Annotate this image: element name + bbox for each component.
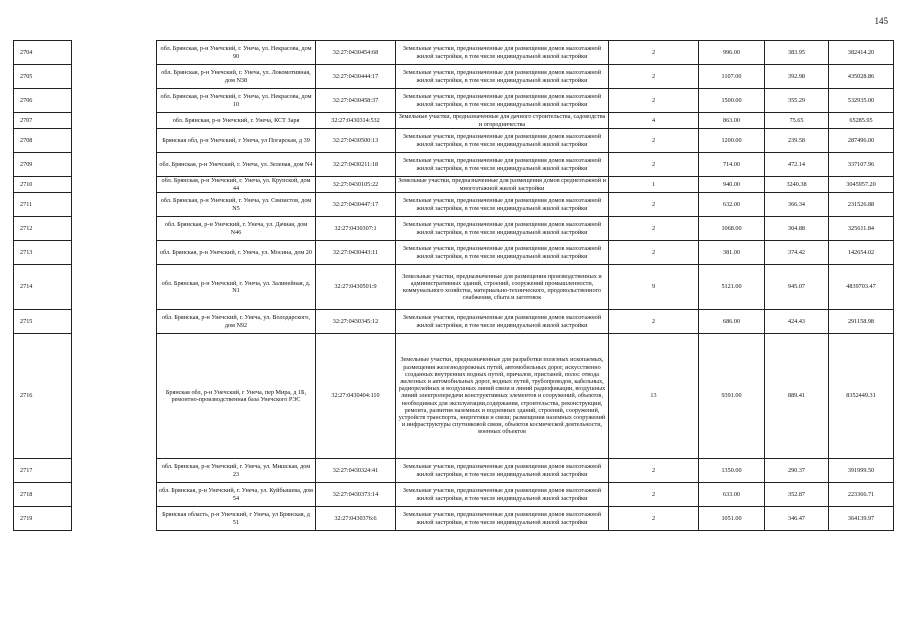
cadastral-value-cell: 8352449.31 xyxy=(829,334,894,459)
table-row xyxy=(14,310,894,334)
area-cell: 1200.00 xyxy=(699,129,765,153)
group-cell: 2 xyxy=(609,310,699,334)
area-cell: 686.00 xyxy=(699,310,765,334)
table-row xyxy=(14,129,894,153)
cadastral-number-cell: 32:27:0430373:14 xyxy=(316,483,396,507)
cadastral-number-cell: 32:27:0430447:17 xyxy=(316,193,396,217)
gap-cell xyxy=(72,113,157,129)
group-cell: 2 xyxy=(609,129,699,153)
address-cell: обл. Брянская, р-н Унечский, г. Унеча, ул. Некрасова, дом 10 xyxy=(157,89,316,113)
row-number: 2718 xyxy=(14,483,72,507)
cadastral-value-cell: 382414.20 xyxy=(829,41,894,65)
row-number: 2709 xyxy=(14,153,72,177)
gap-cell xyxy=(72,129,157,153)
specific-value-cell: 945.07 xyxy=(765,265,829,310)
cadastral-number-cell: 32:27:0430105:22 xyxy=(316,177,396,193)
land-use-cell: Земельные участки, предназначенные для размещения домов среднеэтажной и многоэтажной жилой застройки xyxy=(396,177,609,193)
cadastral-value-cell: 223366.71 xyxy=(829,483,894,507)
gap-cell xyxy=(72,265,157,310)
address-cell: обл. Брянская, р-н Унечский, г. Унеча, ул. Мосина, дом 20 xyxy=(157,241,316,265)
row-number: 2706 xyxy=(14,89,72,113)
cadastral-number-cell: 32:27:0430500:13 xyxy=(316,129,396,153)
table-body xyxy=(14,41,894,531)
area-cell: 1350.00 xyxy=(699,459,765,483)
group-cell: 13 xyxy=(609,334,699,459)
group-cell: 2 xyxy=(609,41,699,65)
cadastral-value-cell: 291158.98 xyxy=(829,310,894,334)
group-cell: 2 xyxy=(609,241,699,265)
gap-cell xyxy=(72,241,157,265)
land-use-cell: Земельные участки, предназначенные для размещения домов малоэтажной жилой застройки, в том числе индивидуальной жилой застройки xyxy=(396,217,609,241)
gap-cell xyxy=(72,153,157,177)
table-row xyxy=(14,334,894,459)
cadastral-value-cell: 391999.50 xyxy=(829,459,894,483)
cadastral-value-cell: 532935.00 xyxy=(829,89,894,113)
cadastral-number-cell: 32:27:0430458:37 xyxy=(316,89,396,113)
specific-value-cell: 304.88 xyxy=(765,217,829,241)
area-cell: 633.00 xyxy=(699,483,765,507)
land-use-cell: Земельные участки, предназначенные для размещения домов малоэтажной жилой застройки, в том числе индивидуальной жилой застройки xyxy=(396,241,609,265)
land-use-cell: Земельные участки, предназначенные для размещения домов малоэтажной жилой застройки, в том числе индивидуальной жилой застройки xyxy=(396,310,609,334)
specific-value-cell: 75.65 xyxy=(765,113,829,129)
land-use-cell: Земельные участки, предназначенные для размещения домов малоэтажной жилой застройки, в том числе индивидуальной жилой застройки xyxy=(396,193,609,217)
table-row xyxy=(14,153,894,177)
group-cell: 2 xyxy=(609,483,699,507)
gap-cell xyxy=(72,483,157,507)
gap-cell xyxy=(72,507,157,531)
table-row xyxy=(14,483,894,507)
row-number: 2714 xyxy=(14,265,72,310)
table-row xyxy=(14,89,894,113)
area-cell: 714.00 xyxy=(699,153,765,177)
address-cell: Брянская область, р-н Унечский, г Унеча, ул Брянская, д 51 xyxy=(157,507,316,531)
cadastral-value-cell: 364139.97 xyxy=(829,507,894,531)
specific-value-cell: 374.42 xyxy=(765,241,829,265)
row-number: 2712 xyxy=(14,217,72,241)
group-cell: 2 xyxy=(609,217,699,241)
cadastral-number-cell: 32:27:0430211:18 xyxy=(316,153,396,177)
address-cell: обл. Брянская, р-н Унечский, г. Унеча, ул. Мишская, дом 23 xyxy=(157,459,316,483)
specific-value-cell: 290.37 xyxy=(765,459,829,483)
group-cell: 2 xyxy=(609,507,699,531)
cadastral-number-cell: 32:27:0430501:9 xyxy=(316,265,396,310)
specific-value-cell: 3240.38 xyxy=(765,177,829,193)
row-number: 2707 xyxy=(14,113,72,129)
cadastral-number-cell: 32:27:0430345:12 xyxy=(316,310,396,334)
cadastral-value-cell: 231526.88 xyxy=(829,193,894,217)
specific-value-cell: 424.43 xyxy=(765,310,829,334)
group-cell: 2 xyxy=(609,153,699,177)
table-row xyxy=(14,41,894,65)
row-number: 2704 xyxy=(14,41,72,65)
table-row xyxy=(14,177,894,193)
address-cell: обл. Брянская, р-н Унечский, г. Унеча, КСТ Заря xyxy=(157,113,316,129)
specific-value-cell: 472.14 xyxy=(765,153,829,177)
group-cell: 2 xyxy=(609,89,699,113)
area-cell: 940.00 xyxy=(699,177,765,193)
table-row xyxy=(14,265,894,310)
area-cell: 381.00 xyxy=(699,241,765,265)
group-cell: 1 xyxy=(609,177,699,193)
cadastral-value-cell: 287496.00 xyxy=(829,129,894,153)
land-use-cell: Земельные участки, предназначенные для размещения домов малоэтажной жилой застройки, в том числе индивидуальной жилой застройки xyxy=(396,89,609,113)
specific-value-cell: 346.47 xyxy=(765,507,829,531)
row-number: 2713 xyxy=(14,241,72,265)
cadastral-value-cell: 325611.84 xyxy=(829,217,894,241)
group-cell: 2 xyxy=(609,193,699,217)
group-cell: 2 xyxy=(609,459,699,483)
table-row xyxy=(14,241,894,265)
row-number: 2715 xyxy=(14,310,72,334)
gap-cell xyxy=(72,217,157,241)
address-cell: обл. Брянская, р-н Унечский, г. Унеча, ул. Дачная, дом N46 xyxy=(157,217,316,241)
cadastral-value-cell: 435028.86 xyxy=(829,65,894,89)
cadastral-number-cell: 32:27:0430307:1 xyxy=(316,217,396,241)
land-use-cell: Земельные участки, предназначенные для размещения производственных и административных зданий, строений, сооружений промышленности, коммунального хозяйства, материально-технического, продовольственного снабжения, сбыта и заготовок xyxy=(396,265,609,310)
address-cell: Брянская обл, р-н Унечский, г Унеча, пер Мира, д 1Б, ремонтно-производственная база Унечского РЭС xyxy=(157,334,316,459)
table-row xyxy=(14,507,894,531)
area-cell: 5121.00 xyxy=(699,265,765,310)
land-use-cell: Земельные участки, предназначенные для размещения домов малоэтажной жилой застройки, в том числе индивидуальной жилой застройки xyxy=(396,153,609,177)
area-cell: 1107.00 xyxy=(699,65,765,89)
cadastral-number-cell: 32:27:0430314:532 xyxy=(316,113,396,129)
address-cell: обл. Брянская, р-н Унечский, г. Унеча, ул. Володарского, дом N92 xyxy=(157,310,316,334)
area-cell: 863.00 xyxy=(699,113,765,129)
address-cell: обл. Брянская, р-н Унечский, г. Унеча, ул. Крупской, дом 44 xyxy=(157,177,316,193)
table-row xyxy=(14,193,894,217)
address-cell: Брянская обл, р-н Унечский, г Унеча, ул Погарская, д 39 xyxy=(157,129,316,153)
specific-value-cell: 392.98 xyxy=(765,65,829,89)
area-cell: 632.00 xyxy=(699,193,765,217)
area-cell: 1051.00 xyxy=(699,507,765,531)
address-cell: обл. Брянская, р-н Унечский, г. Унеча, ул. Связистов, дом N5 xyxy=(157,193,316,217)
gap-cell xyxy=(72,459,157,483)
row-number: 2716 xyxy=(14,334,72,459)
land-registry-table xyxy=(13,40,894,531)
specific-value-cell: 889.41 xyxy=(765,334,829,459)
cadastral-number-cell: 32:27:0430444:17 xyxy=(316,65,396,89)
gap-cell xyxy=(72,41,157,65)
land-use-cell: Земельные участки, предназначенные для дачного строительства, садоводства и огородничества xyxy=(396,113,609,129)
land-use-cell: Земельные участки, предназначенные для размещения домов малоэтажной жилой застройки, в том числе индивидуальной жилой застройки xyxy=(396,41,609,65)
land-use-cell: Земельные участки, предназначенные для размещения домов малоэтажной жилой застройки, в том числе индивидуальной жилой застройки xyxy=(396,129,609,153)
land-use-cell: Земельные участки, предназначенные для размещения домов малоэтажной жилой застройки, в том числе индивидуальной жилой застройки xyxy=(396,65,609,89)
specific-value-cell: 383.95 xyxy=(765,41,829,65)
row-number: 2711 xyxy=(14,193,72,217)
gap-cell xyxy=(72,334,157,459)
gap-cell xyxy=(72,177,157,193)
address-cell: обл. Брянская, р-н Унечский, г. Унеча, ул. Некрасова, дом 90 xyxy=(157,41,316,65)
address-cell: обл. Брянская, р-н Унечский, г. Унеча, ул. Залинейная, д. N1 xyxy=(157,265,316,310)
cadastral-value-cell: 3045957.20 xyxy=(829,177,894,193)
specific-value-cell: 352.87 xyxy=(765,483,829,507)
area-cell: 1500.00 xyxy=(699,89,765,113)
specific-value-cell: 366.34 xyxy=(765,193,829,217)
group-cell: 2 xyxy=(609,65,699,89)
cadastral-value-cell: 142654.02 xyxy=(829,241,894,265)
land-use-cell: Земельные участки, предназначенные для размещения домов малоэтажной жилой застройки, в том числе индивидуальной жилой застройки xyxy=(396,507,609,531)
cadastral-number-cell: 32:27:0430404:110 xyxy=(316,334,396,459)
row-number: 2710 xyxy=(14,177,72,193)
cadastral-number-cell: 32:27:0430376:6 xyxy=(316,507,396,531)
cadastral-value-cell: 4839703.47 xyxy=(829,265,894,310)
area-cell: 1068.00 xyxy=(699,217,765,241)
gap-cell xyxy=(72,193,157,217)
land-use-cell: Земельные участки, предназначенные для разработки полезных ископаемых, размещения железнодорожных путей, автомобильных дорог, искусственно созданных внутренних водных путей, причалов, пристаней, полос отвода железных и автомобильных дорог, водных путей, трубопроводов, кабельных, радиорелейных и воздушных линий связи и линий радиофикации, воздушных линий электропередачи конструктивных элементов и сооружений, объектов, необходимых для эксплуатации,содержания, строительства, реконструкции, ремонта, развития наземных и подземных зданий, строений, сооружений, устройств транспорта, энергетики и связи; размещения наземных сооружений и инфраструктуры спутниковой связи, объектов космической деятельности, военных объектов xyxy=(396,334,609,459)
row-number: 2717 xyxy=(14,459,72,483)
area-cell: 996.00 xyxy=(699,41,765,65)
cadastral-value-cell: 65285.95 xyxy=(829,113,894,129)
table-row xyxy=(14,217,894,241)
row-number: 2708 xyxy=(14,129,72,153)
gap-cell xyxy=(72,89,157,113)
cadastral-number-cell: 32:27:0430454:68 xyxy=(316,41,396,65)
table-row xyxy=(14,113,894,129)
address-cell: обл. Брянская, р-н Унечский, г. Унеча, ул. Куйбышева, дом 54 xyxy=(157,483,316,507)
land-use-cell: Земельные участки, предназначенные для размещения домов малоэтажной жилой застройки, в том числе индивидуальной жилой застройки xyxy=(396,459,609,483)
table-row xyxy=(14,459,894,483)
group-cell: 9 xyxy=(609,265,699,310)
address-cell: обл. Брянская, р-н Унечский, г. Унеча, ул. Зеленая, дом N4 xyxy=(157,153,316,177)
area-cell: 9391.00 xyxy=(699,334,765,459)
row-number: 2719 xyxy=(14,507,72,531)
group-cell: 4 xyxy=(609,113,699,129)
address-cell: обл. Брянская, р-н Унечский, г. Унеча, ул. Локомотивная, дом N38 xyxy=(157,65,316,89)
page-number: 145 xyxy=(874,16,888,26)
specific-value-cell: 239.58 xyxy=(765,129,829,153)
specific-value-cell: 355.29 xyxy=(765,89,829,113)
row-number: 2705 xyxy=(14,65,72,89)
land-use-cell: Земельные участки, предназначенные для размещения домов малоэтажной жилой застройки, в том числе индивидуальной жилой застройки xyxy=(396,483,609,507)
table-row xyxy=(14,65,894,89)
cadastral-number-cell: 32:27:0430324:41 xyxy=(316,459,396,483)
gap-cell xyxy=(72,310,157,334)
gap-cell xyxy=(72,65,157,89)
cadastral-value-cell: 337107.96 xyxy=(829,153,894,177)
cadastral-number-cell: 32:27:0430443:11 xyxy=(316,241,396,265)
